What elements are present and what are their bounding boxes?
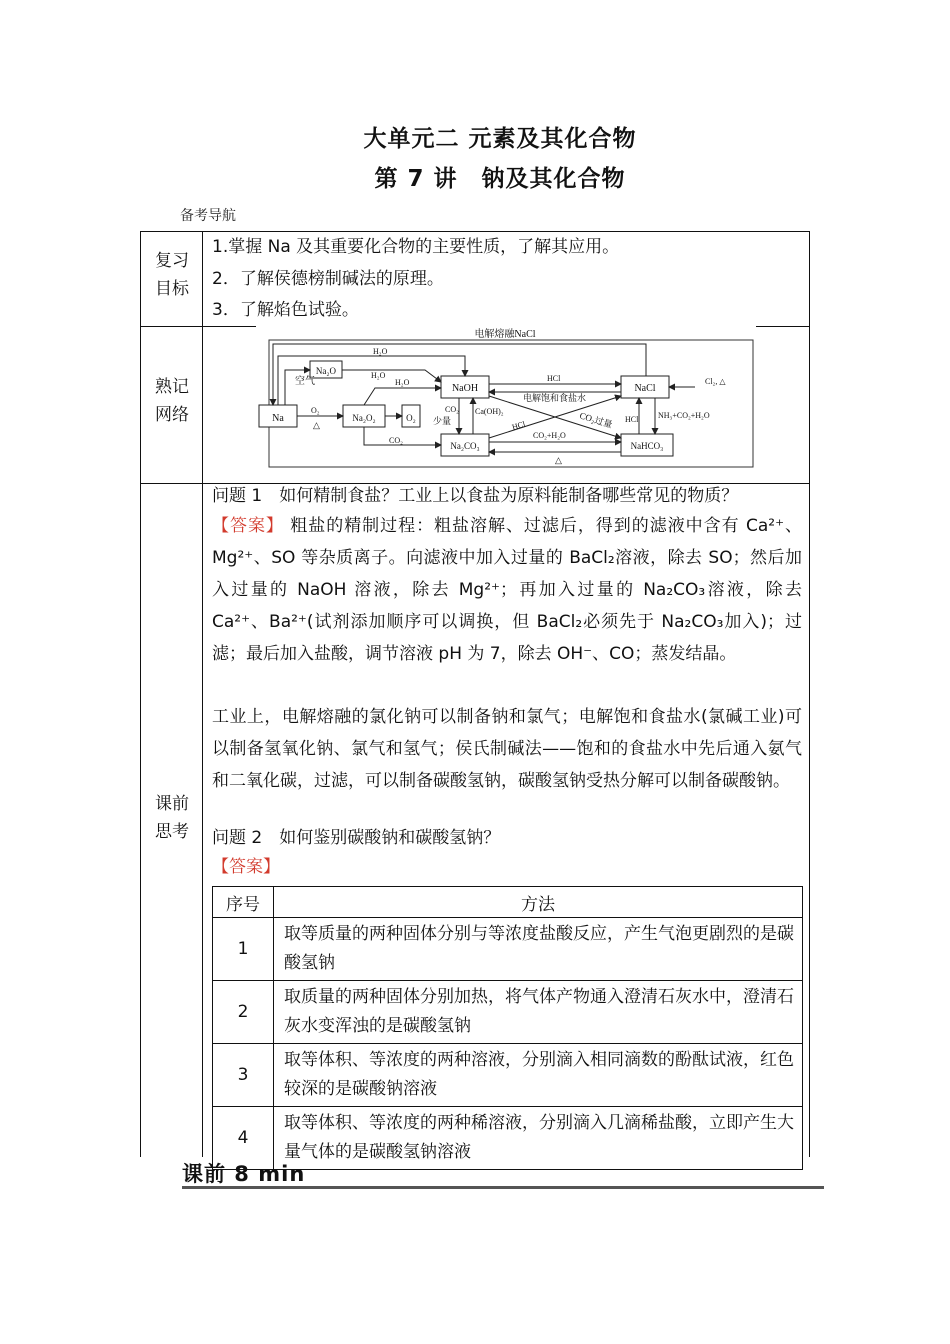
edge-na2o-naoh [342,370,441,382]
label-hcl-cross: HCl [510,419,527,432]
table-header-row [213,887,803,918]
table-row [213,1044,803,1107]
goal-item-2: 2．了解侯德榜制碱法的原理。 [212,269,444,289]
network-label-line1: 熟记 [155,377,189,397]
goal-item-3: 3．了解焰色试验。 [212,300,359,320]
table-cell-method: 取等质量的两种固体分别与等浓度盐酸反应，产生气泡更剧烈的是碳酸氢钠 [274,918,803,981]
table-cell-num: 3 [213,1044,274,1107]
network-label [142,373,202,429]
label-nh3-mix: NH₃+CO₂+H₂O [658,411,710,420]
lecture-title: 第 7 讲 钠及其化合物 [374,166,626,192]
label-co2-excess: CO₂过量 [578,410,614,430]
table-cell-method: 取等体积、等浓度的两种溶液，分别滴入相同滴数的酚酞试液，红色较深的是碳酸钠溶液 [274,1044,803,1107]
node-na: Na [272,413,284,424]
table-header-num: 序号 [213,887,274,918]
sodium-network-diagram [255,326,757,476]
node-nacl: NaCl [634,383,656,394]
row-separator-1 [140,326,256,327]
frame-right-border [809,231,810,1157]
label-hcl-right: HCl [625,415,639,424]
table-cell-num: 4 [213,1107,274,1170]
edge-label-top: 电解熔融NaCl [474,329,536,340]
answer-tag-2-line [212,851,802,883]
label-h2o-top: H₂O [373,347,388,356]
row-separator-1b [756,326,810,327]
goal-item-1: 1.掌握 Na 及其重要化合物的主要性质，了解其应用。 [212,237,620,257]
node-o2: O₂ [406,413,416,423]
label-co2-small: CO₂ [389,436,403,445]
label-h2o-na2o: H₂O [371,371,386,380]
label-small-amount: 少量 [433,416,452,426]
label-delta-bottom: △ [555,455,562,465]
preview-label [142,790,202,846]
label-hcl-top: HCl [547,374,561,383]
review-goals-label-line2: 目标 [155,279,189,299]
answer-1-text: 粗盐的精制过程：粗盐溶解、过滤后，得到的滤液中含有 Ca²⁺、Mg²⁺、SO 等杂质离子。向滤液中加入过量的 BaCl₂溶液，除去 SO；然后加入过量的 NaOH 溶液，除去 Mg²⁺；再加入过量的 Na₂CO₃溶液，除去 Ca²⁺、Ba²⁺(试剂添加顺序可以调换，但 BaCl₂必须先于 Na₂CO₃加入)；过滤；最后加入盐酸，调节溶液 pH 为 7，除去 OH⁻、CO；蒸发结晶。 [212,516,803,664]
review-goals-label [142,247,202,303]
preview-label-line2: 思考 [155,822,189,842]
footer-rule [182,1186,824,1189]
network-label-line2: 网络 [155,405,189,425]
frame-divider [202,231,203,1157]
question-2: 问题 2 如何鉴别碳酸钠和碳酸氢钠？ [212,828,501,848]
label-cl2: Cl₂, △ [705,377,726,386]
table-cell-num: 1 [213,918,274,981]
label-air: 空气 [295,376,315,387]
table-cell-method: 取质量的两种固体分别加热，将气体产物通入澄清石灰水中，澄清石灰水变浑浊的是碳酸氢钠 [274,981,803,1044]
node-na2o: Na₂O [315,366,337,376]
answer-1-paragraph-2: 工业上，电解熔融的氯化钠可以制备钠和氯气；电解饱和食盐水(氯碱工业)可以制备氢氧化钠、氯气和氢气；侯氏制碱法——饱和的食盐水中先后通入氨气和二氧化碳，过滤，可以制备碳酸氢钠，碳酸氢钠受热分解可以制备碳酸钠。 [212,707,802,791]
frame-left-border [140,231,141,1157]
identification-methods-table [212,886,803,1170]
question-1: 问题 1 如何精制食盐？工业上以食盐为原料能制备哪些常见的物质？ [212,486,739,506]
node-nahco3: NaHCO₃ [630,441,664,451]
label-electrolysis-brine: 电解饱和食盐水 [523,393,587,403]
node-naoh: NaOH [451,383,479,394]
nav-label: 备考导航 [180,208,236,224]
edge-na2o2-naoh [364,388,441,405]
label-caoh2: Ca(OH)₂ [475,407,504,416]
unit-title: 大单元二 元素及其化合物 [363,126,637,152]
preview-label-line1: 课前 [155,794,189,814]
node-na2o2: Na₂O₂ [352,413,376,423]
label-h2o-na2o2: H₂O [395,378,410,387]
node-na2co3: Na₂CO₃ [450,441,480,451]
answer-tag-2: 【答案】 [212,857,280,877]
answer-tag-1: 【答案】 [212,516,284,536]
table-cell-num: 2 [213,981,274,1044]
answer-1-paragraph-1 [212,510,802,670]
table-row [213,981,803,1044]
table-header-method: 方法 [274,887,803,918]
table-cell-method: 取等体积、等浓度的两种稀溶液，分别滴入几滴稀盐酸，立即产生大量气体的是碳酸氢钠溶液 [274,1107,803,1170]
label-o2: O₂ [311,406,320,415]
table-row [213,918,803,981]
label-co2-h2o: CO₂+H₂O [533,431,566,440]
footer-label: 课前 8 min [182,1162,306,1186]
review-goals-label-line1: 复习 [155,251,189,271]
label-co2: CO₂ [445,405,459,414]
label-delta-1: △ [313,420,320,430]
